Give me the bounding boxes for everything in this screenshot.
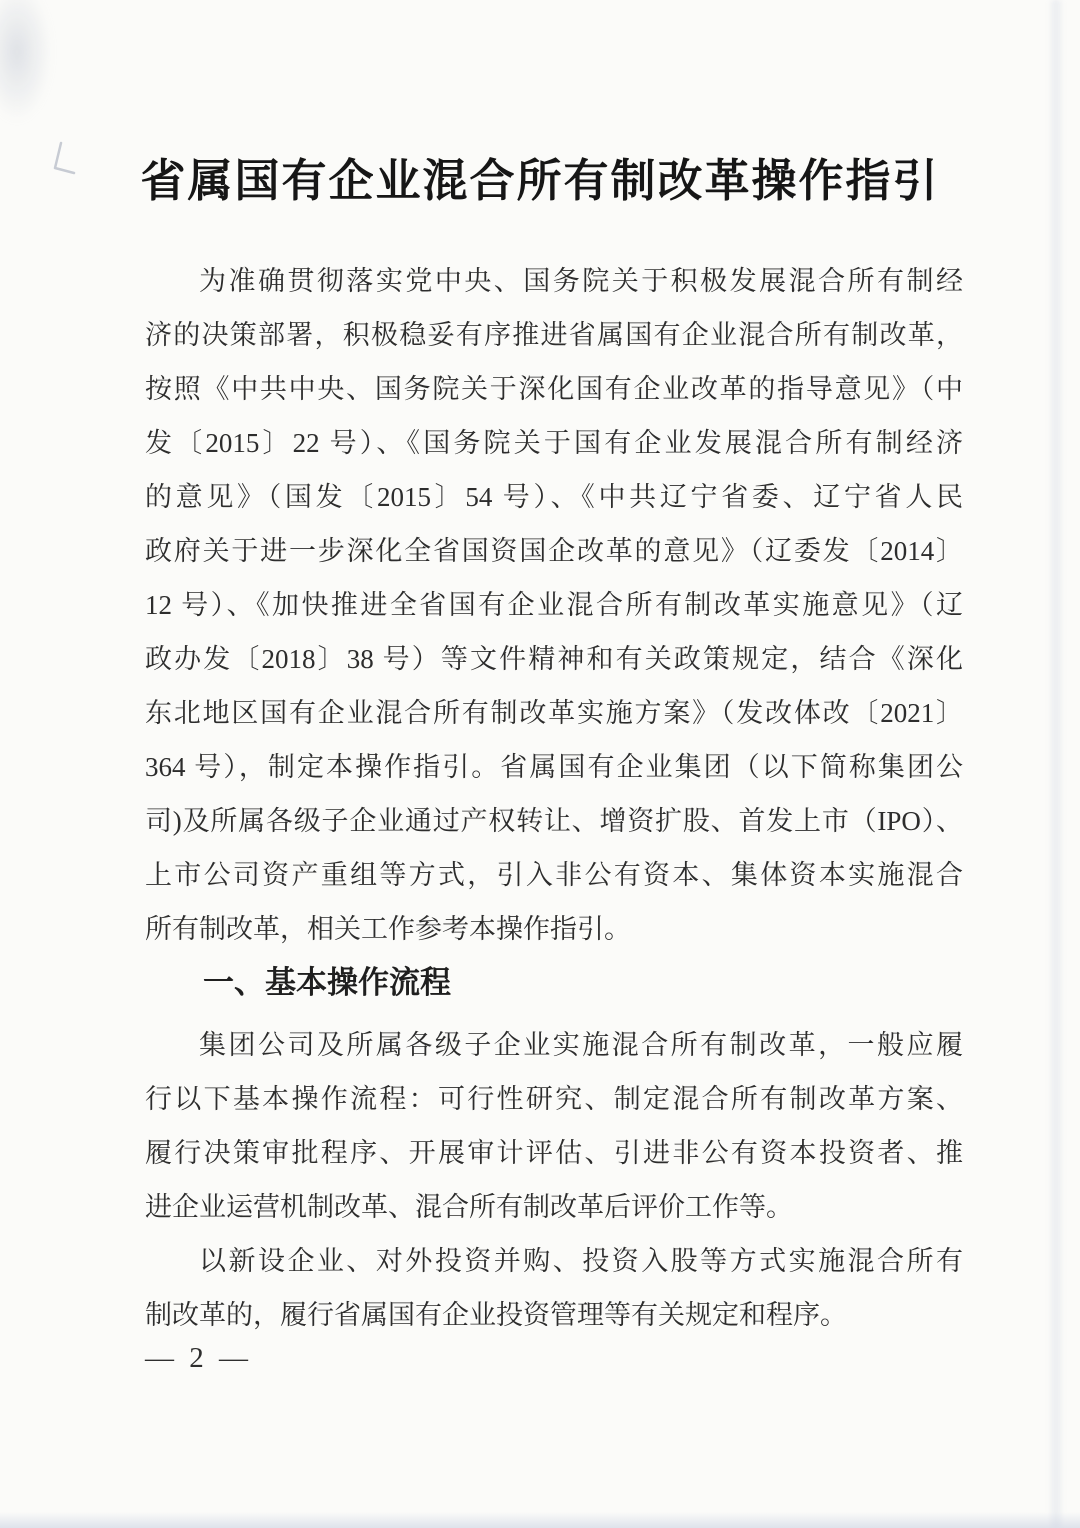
text-line: 12 号）、《加快推进全省国有企业混合所有制改革实施意见》（辽 <box>145 590 963 620</box>
text-line: 进企业运营机制改革、混合所有制改革后评价工作等。 <box>145 1192 793 1222</box>
paragraph-3 <box>145 1234 963 1342</box>
text-line: 制改革的，履行省属国有企业投资管理等有关规定和程序。 <box>145 1300 847 1330</box>
section-heading: 一、基本操作流程 <box>203 965 451 1000</box>
text-line: 集团公司及所属各级子企业实施混合所有制改革，一般应履 <box>199 1030 963 1060</box>
document-title: 省属国有企业混合所有制改革操作指引 <box>140 156 940 206</box>
text-line: 按照《中共中央、国务院关于深化国有企业改革的指导意见》（中 <box>145 374 963 404</box>
text-line: 政府关于进一步深化全省国资国企改革的意见》（辽委发〔2014〕 <box>145 536 963 566</box>
scan-edge-right-artifact <box>1048 0 1064 1528</box>
scan-edge-bottom-artifact <box>0 1512 1080 1528</box>
text-line: 的意见》（国发〔2015〕54 号）、《中共辽宁省委、辽宁省人民 <box>145 482 963 512</box>
text-line: 履行决策审批程序、开展审计评估、引进非公有资本投资者、推 <box>145 1138 963 1168</box>
text-line: 上市公司资产重组等方式，引入非公有资本、集体资本实施混合 <box>145 860 963 890</box>
text-line: 东北地区国有企业混合所有制改革实施方案》（发改体改〔2021〕 <box>145 698 963 728</box>
scan-corner-smudge <box>0 0 52 122</box>
paragraph-1 <box>145 254 963 956</box>
text-line: 为准确贯彻落实党中央、国务院关于积极发展混合所有制经 <box>199 266 963 296</box>
text-line: 济的决策部署，积极稳妥有序推进省属国有企业混合所有制改革， <box>145 320 963 350</box>
text-line: 以新设企业、对外投资并购、投资入股等方式实施混合所有 <box>199 1246 963 1276</box>
text-line: 政办发〔2018〕38 号）等文件精神和有关政策规定，结合《深化 <box>145 644 963 674</box>
text-line: 发〔2015〕22 号）、《国务院关于国有企业发展混合所有制经济 <box>145 428 963 458</box>
text-line: 司)及所属各级子企业通过产权转让、增资扩股、首发上市（IPO）、 <box>145 806 963 836</box>
paragraph-2 <box>145 1018 963 1234</box>
page-number: — 2 — <box>145 1342 252 1374</box>
text-line: 所有制改革，相关工作参考本操作指引。 <box>145 914 631 944</box>
document-body <box>145 254 963 1342</box>
text-line: 行以下基本操作流程：可行性研究、制定混合所有制改革方案、 <box>145 1084 963 1114</box>
text-line: 364 号），制定本操作指引。省属国有企业集团（以下简称集团公 <box>145 752 963 782</box>
